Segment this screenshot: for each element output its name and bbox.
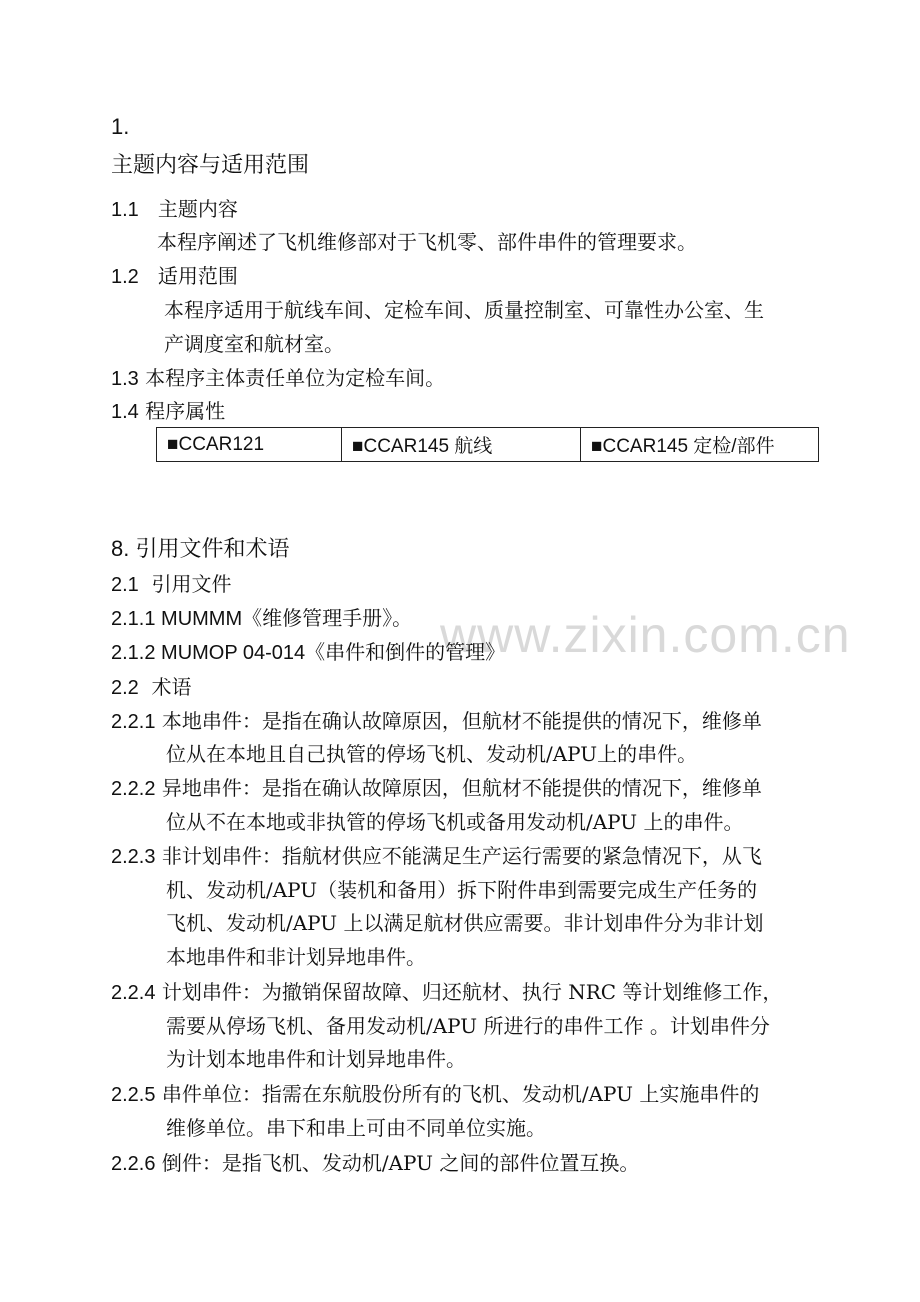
term-line: 需要从停场飞机、备用发动机/APU 所进行的串件工作 。计划串件分 [166,1014,770,1038]
term-line: 本地串件：是指在确认故障原因，但航材不能提供的情况下，维修单 [161,709,762,733]
term-2-2-6 [111,1150,639,1177]
table-row [157,428,819,462]
section-number: 1. [111,114,130,139]
item-number: 2.2.6 [111,1153,156,1175]
item-text: 程序属性 [145,399,226,423]
item-number: 2.2.1 [111,711,156,733]
item-number: 2.1.1 [111,608,156,630]
item-1-2 [111,263,238,290]
item-number: 1.1 [111,199,139,221]
term-line: 维修单位。串下和串上可由不同单位实施。 [166,1116,546,1140]
item-text: MUMMM《维修管理手册》。 [161,608,413,630]
item-label: 主题内容 [157,197,238,221]
item-number: 2.2.3 [111,846,156,868]
item-number: 2.1.2 [111,642,156,664]
item-text: 本程序主体责任单位为定检车间。 [145,366,446,390]
term-line: 非计划串件：指航材供应不能满足生产运行需要的紧急情况下，从飞 [161,844,762,868]
item-1-3 [111,365,445,392]
item-number: 2.2.4 [111,982,156,1004]
term-2-2-5 [111,1081,759,1108]
item-number: 2.1 [111,574,139,596]
attribute-ccar121: ■CCAR121 [157,428,342,462]
term-line: 串件单位：指需在东航股份所有的飞机、发动机/APU 上实施串件的 [161,1082,760,1106]
item-1-2-body-line1: 本程序适用于航线车间、定检车间、质量控制室、可靠性办公室、生 [164,298,764,322]
term-line: 飞机、发动机/APU 上以满足航材供应需要。非计划串件分为非计划 [166,911,764,935]
term-line: 本地串件和非计划异地串件。 [166,945,426,969]
term-2-2-4 [111,979,782,1006]
line-2-1-2 [111,640,505,666]
item-number: 2.2.2 [111,778,156,800]
item-number: 1.3 [111,368,139,390]
line-2-1-1 [111,606,412,632]
item-number: 1.2 [111,266,139,288]
term-line: 为计划本地串件和计划异地串件。 [166,1047,466,1071]
item-1-1 [111,196,238,223]
attribute-ccar145-check: ■CCAR145 定检/部件 [581,428,819,462]
watermark: www.zixin.com.cn [440,607,851,663]
item-1-1-body: 本程序阐述了飞机维修部对于飞机零、部件串件的管理要求。 [157,230,697,254]
term-2-2-1 [111,708,762,735]
item-number: 2.2 [111,677,139,699]
term-line: 倒件：是指飞机、发动机/APU 之间的部件位置互换。 [161,1151,640,1175]
term-2-2-2 [111,775,762,802]
item-label: 适用范围 [157,264,238,288]
item-1-2-body-line2: 产调度室和航材室。 [164,332,344,356]
term-line: 异地串件：是指在确认故障原因，但航材不能提供的情况下，维修单 [161,776,762,800]
line-2-1 [111,571,232,598]
attribute-ccar145-line: ■CCAR145 航线 [342,428,581,462]
program-attribute-table [156,427,819,462]
term-line: 位从不在本地或非执管的停场飞机或备用发动机/APU 上的串件。 [166,810,744,834]
item-number: 1.4 [111,401,139,423]
term-line: 位从在本地且自己执管的停场飞机、发动机/APU上的串件。 [166,742,698,766]
term-line: 机、发动机/APU（装机和备用）拆下附件串到需要完成生产任务的 [166,878,758,902]
term-line: 计划串件：为撤销保留故障、归还航材、执行 NRC 等计划维修工作， [161,980,783,1004]
item-number: 2.2.5 [111,1084,156,1106]
section-title: 主题内容与适用范围 [111,152,310,177]
section-title: 8. 引用文件和术语 [111,536,290,561]
item-text: MUMOP 04-014《串件和倒件的管理》 [161,642,506,664]
item-text: 引用文件 [151,572,232,596]
line-2-2 [111,674,192,701]
item-text: 术语 [151,675,192,699]
item-1-4 [111,398,225,425]
term-2-2-3 [111,843,762,870]
